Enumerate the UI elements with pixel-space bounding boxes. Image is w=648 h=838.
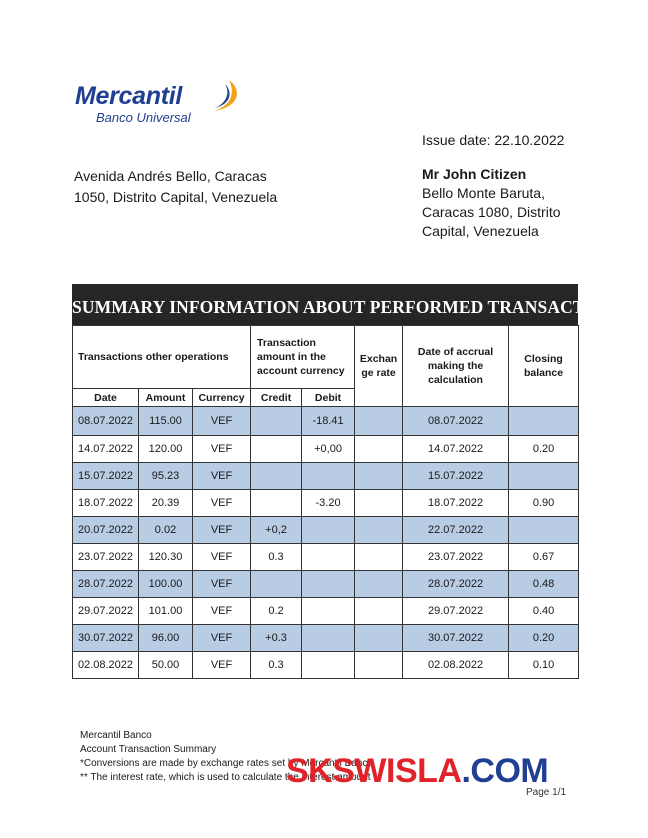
col-exchange-rate-line: ge rate <box>361 367 396 379</box>
cell-rate <box>355 652 403 679</box>
cell-date: 29.07.2022 <box>73 598 139 625</box>
cell-balance: 0.20 <box>509 625 579 652</box>
footer-line: *Conversions are made by exchange rates set by Mercantil Banco <box>80 758 373 769</box>
customer-address-line: Caracas 1080, Distrito <box>422 204 561 220</box>
group-other-operations: Transactions other operations <box>73 326 251 389</box>
cell-debit: -18.41 <box>302 407 355 436</box>
cell-currency: VEF <box>193 490 251 517</box>
col-accrual-date-line: making the <box>427 360 484 372</box>
cell-date: 28.07.2022 <box>73 571 139 598</box>
cell-currency: VEF <box>193 544 251 571</box>
table-row <box>73 490 579 517</box>
cell-debit <box>302 544 355 571</box>
cell-credit: 0.2 <box>251 598 302 625</box>
cell-balance: 0.40 <box>509 598 579 625</box>
cell-amount: 115.00 <box>139 407 193 436</box>
col-date: Date <box>73 389 139 407</box>
col-accrual-date <box>403 326 509 407</box>
cell-debit: -3.20 <box>302 490 355 517</box>
col-accrual-date-line: Date of accrual <box>417 346 494 358</box>
cell-rate <box>355 598 403 625</box>
cell-rate <box>355 544 403 571</box>
cell-accrual: 30.07.2022 <box>403 625 509 652</box>
table-row <box>73 571 579 598</box>
cell-date: 20.07.2022 <box>73 517 139 544</box>
cell-date: 08.07.2022 <box>73 407 139 436</box>
cell-amount: 100.00 <box>139 571 193 598</box>
cell-amount: 120.30 <box>139 544 193 571</box>
table-row <box>73 625 579 652</box>
cell-currency: VEF <box>193 598 251 625</box>
watermark-part-b: .COM <box>461 752 549 790</box>
cell-currency: VEF <box>193 407 251 436</box>
customer-name: Mr John Citizen <box>422 166 527 182</box>
table-row <box>73 652 579 679</box>
customer-address-line: Bello Monte Baruta, <box>422 185 545 201</box>
cell-credit <box>251 571 302 598</box>
cell-accrual: 18.07.2022 <box>403 490 509 517</box>
cell-balance <box>509 517 579 544</box>
col-exchange-rate-line: Exchan <box>359 353 398 365</box>
cell-amount: 20.39 <box>139 490 193 517</box>
cell-balance: 0.48 <box>509 571 579 598</box>
cell-date: 14.07.2022 <box>73 436 139 463</box>
cell-balance: 0.67 <box>509 544 579 571</box>
cell-credit <box>251 436 302 463</box>
table-row <box>73 463 579 490</box>
cell-accrual: 28.07.2022 <box>403 571 509 598</box>
cell-date: 30.07.2022 <box>73 625 139 652</box>
logo-subtitle: Banco Universal <box>96 110 191 125</box>
cell-credit: 0.3 <box>251 652 302 679</box>
cell-credit <box>251 407 302 436</box>
cell-date: 02.08.2022 <box>73 652 139 679</box>
cell-accrual: 15.07.2022 <box>403 463 509 490</box>
cell-accrual: 14.07.2022 <box>403 436 509 463</box>
cell-rate <box>355 490 403 517</box>
bank-address <box>74 166 277 208</box>
cell-rate <box>355 436 403 463</box>
watermark <box>286 752 548 791</box>
customer-address-line: Capital, Venezuela <box>422 223 539 239</box>
table-row <box>73 544 579 571</box>
table-row <box>73 436 579 463</box>
col-debit: Debit <box>302 389 355 407</box>
col-amount: Amount <box>139 389 193 407</box>
col-exchange-rate <box>355 326 403 407</box>
cell-balance: 0.10 <box>509 652 579 679</box>
cell-debit <box>302 598 355 625</box>
cell-currency: VEF <box>193 436 251 463</box>
transactions-grid <box>72 325 579 679</box>
cell-accrual: 29.07.2022 <box>403 598 509 625</box>
mercantil-logo <box>75 78 245 130</box>
cell-currency: VEF <box>193 571 251 598</box>
cell-currency: VEF <box>193 625 251 652</box>
cell-amount: 0.02 <box>139 517 193 544</box>
cell-accrual: 08.07.2022 <box>403 407 509 436</box>
cell-balance: 0.90 <box>509 490 579 517</box>
col-closing-balance-line: Closing <box>524 353 563 365</box>
cell-debit <box>302 652 355 679</box>
cell-currency: VEF <box>193 652 251 679</box>
footer-line: Mercantil Banco <box>80 730 152 741</box>
cell-rate <box>355 571 403 598</box>
col-credit: Credit <box>251 389 302 407</box>
customer-block <box>422 165 561 241</box>
logo-wordmark: Mercantil <box>75 82 183 110</box>
cell-debit: +0,00 <box>302 436 355 463</box>
issue-date: Issue date: 22.10.2022 <box>422 132 565 148</box>
cell-accrual: 02.08.2022 <box>403 652 509 679</box>
footer-line: Account Transaction Summary <box>80 744 217 755</box>
cell-balance <box>509 463 579 490</box>
cell-currency: VEF <box>193 463 251 490</box>
cell-amount: 120.00 <box>139 436 193 463</box>
table-row <box>73 407 579 436</box>
cell-credit: +0,2 <box>251 517 302 544</box>
col-accrual-date-line: calculation <box>428 374 483 386</box>
group-account-currency <box>251 326 355 389</box>
cell-amount: 95.23 <box>139 463 193 490</box>
cell-date: 23.07.2022 <box>73 544 139 571</box>
watermark-part-a: SKSWISLA <box>286 752 462 790</box>
cell-rate <box>355 463 403 490</box>
cell-debit <box>302 517 355 544</box>
cell-date: 18.07.2022 <box>73 490 139 517</box>
cell-balance <box>509 407 579 436</box>
group-account-currency-line: amount in the <box>257 351 326 363</box>
cell-rate <box>355 517 403 544</box>
bank-address-line: Avenida Andrés Bello, Caracas <box>74 168 267 184</box>
cell-accrual: 23.07.2022 <box>403 544 509 571</box>
table-row <box>73 598 579 625</box>
cell-credit <box>251 490 302 517</box>
cell-debit <box>302 625 355 652</box>
logo-swoosh-icon <box>203 78 243 112</box>
table-body <box>73 407 579 679</box>
group-account-currency-line: Transaction <box>257 337 316 349</box>
group-account-currency-line: account currency <box>257 365 345 377</box>
footer-line: ** The interest rate, which is used to calculate the interest amount <box>80 772 371 783</box>
col-currency: Currency <box>193 389 251 407</box>
cell-rate <box>355 625 403 652</box>
cell-accrual: 22.07.2022 <box>403 517 509 544</box>
cell-amount: 96.00 <box>139 625 193 652</box>
table-row <box>73 517 579 544</box>
cell-currency: VEF <box>193 517 251 544</box>
cell-credit: 0.3 <box>251 544 302 571</box>
cell-debit <box>302 571 355 598</box>
col-closing-balance-line: balance <box>523 367 564 379</box>
page-number: Page 1/1 <box>526 787 567 798</box>
cell-amount: 101.00 <box>139 598 193 625</box>
table-title: SUMMARY INFORMATION ABOUT PERFORMED TRANSACTIONS <box>72 284 578 325</box>
cell-credit <box>251 463 302 490</box>
cell-date: 15.07.2022 <box>73 463 139 490</box>
cell-credit: +0.3 <box>251 625 302 652</box>
cell-debit <box>302 463 355 490</box>
cell-amount: 50.00 <box>139 652 193 679</box>
col-closing-balance <box>509 326 579 407</box>
transactions-table <box>72 284 628 679</box>
bank-address-line: 1050, Distrito Capital, Venezuela <box>74 189 278 205</box>
cell-rate <box>355 407 403 436</box>
cell-balance: 0.20 <box>509 436 579 463</box>
